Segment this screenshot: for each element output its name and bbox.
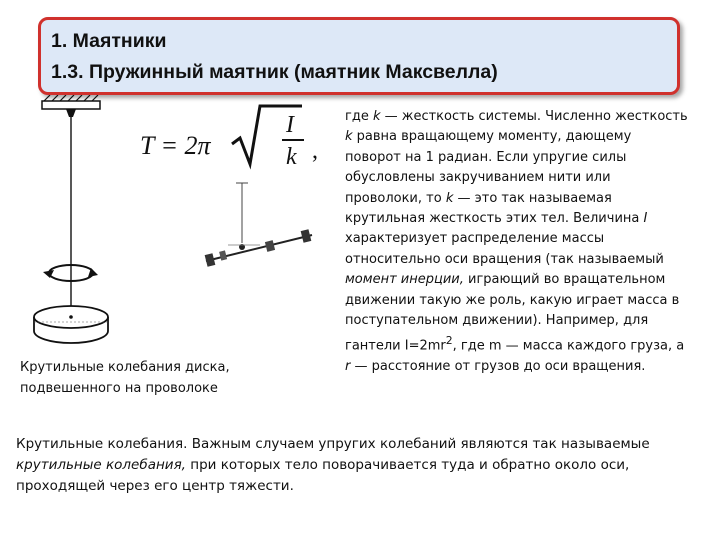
period-formula: [140, 100, 340, 186]
description-text: — это так называемая крутильная жесткость этих тел. Величина: [345, 190, 644, 227]
description-text: — жесткость системы. Численно жесткость: [380, 109, 688, 124]
symbol-i: I: [643, 211, 648, 227]
description-text: характеризует распределение массы относительно оси вращения (так называемый: [345, 231, 664, 267]
superscript-2: 2: [445, 334, 453, 348]
term-torsional-oscillations: крутильные колебания,: [16, 457, 186, 473]
dumbbell-pendulum: [205, 183, 312, 267]
suspended-disk: [34, 306, 108, 343]
description-text: равна вращающему моменту, дающему поворот на 1 радиан. Если упругие силы обусловлены закручиванием нити или проволоки, то: [345, 129, 632, 206]
formula-comma: ,: [312, 138, 318, 164]
description-text: играющий во вращательном движении такую же роль, какую играет масса в поступательном движении). Например, для гантели I=2mr: [345, 272, 680, 354]
figure-caption: Крутильные колебания диска, подвешенного на проволоке: [20, 360, 230, 396]
heading-section: 1. Маятники: [51, 30, 167, 52]
ceiling-mount: [42, 95, 100, 117]
symbol-k: k: [345, 129, 353, 145]
description-text: где: [345, 109, 373, 124]
description-paragraph: [345, 107, 690, 378]
bottom-text: при которых тело поворачивается туда и обратно около оси, проходящей через его центр тяжести.: [16, 457, 630, 494]
term-moment-of-inertia: момент инерции,: [345, 272, 464, 288]
bottom-text: Крутильные колебания. Важным случаем упругих колебаний являются так называемые: [16, 436, 650, 452]
formula-lhs: T = 2π: [140, 131, 211, 160]
description-text: — расстояние от грузов до оси вращения.: [350, 359, 646, 375]
rotation-arrow: [43, 263, 98, 307]
bottom-paragraph: [16, 434, 706, 497]
symbol-k: k: [445, 190, 454, 206]
title-box: [38, 17, 680, 95]
description-text: , где m — масса каждого груза, а: [452, 338, 685, 354]
formula-denominator: k: [286, 144, 297, 170]
heading-subsection: 1.3. Пружинный маятник (маятник Максвелла): [51, 61, 498, 83]
formula-numerator: I: [286, 112, 294, 138]
symbol-r: r: [345, 359, 351, 375]
symbol-k: k: [372, 109, 381, 124]
